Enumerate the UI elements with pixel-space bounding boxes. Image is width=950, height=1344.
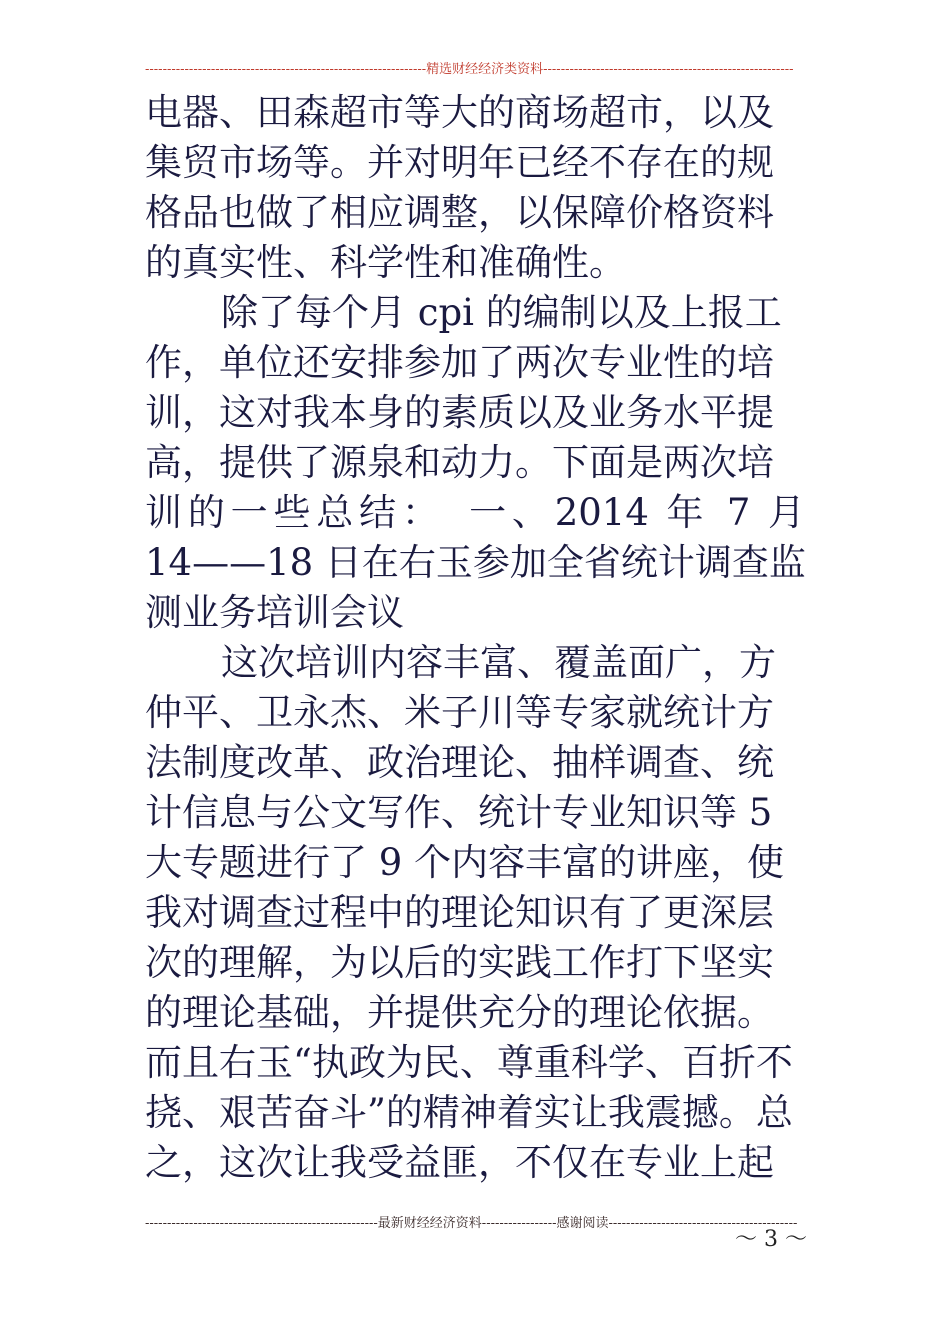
paragraph-start-line: 除了每个月 cpi 的编制以及上报工 — [221, 291, 782, 334]
text-line: 电器、田森超市等大的商场超市，以及 — [145, 91, 774, 134]
text-line: 大专题进行了 9 个内容丰富的讲座，使 — [145, 841, 785, 884]
text-line: 训，这对我本身的素质以及业务水平提 — [145, 391, 774, 434]
text-line: 集贸市场等。并对明年已经不存在的规 — [145, 141, 774, 184]
page-footer: -----------------------------------------------------最新财经经济资料-----------------感谢阅读------------------------------------------- — [145, 1216, 798, 1231]
text-line: 次的理解，为以后的实践工作打下坚实 — [145, 941, 774, 984]
text-line: 计信息与公文写作、统计专业知识等 5 — [145, 791, 773, 834]
text-line: 法制度改革、政治理论、抽样调查、统 — [145, 741, 774, 784]
paragraph-start-line: 这次培训内容丰富、覆盖面广，方 — [221, 641, 776, 684]
page-header: ----------------------------------------------------------------精选财经经济类资料--------------------------------------------------------- — [145, 62, 794, 77]
text-line: 之，这次让我受益匪，不仅在专业上起 — [145, 1141, 774, 1184]
text-line: 我对调查过程中的理论知识有了更深层 — [145, 891, 774, 934]
text-line: 的理论基础，并提供充分的理论依据。 — [145, 991, 774, 1034]
text-line: 作，单位还安排参加了两次专业性的培 — [145, 341, 774, 384]
text-line: 挠、艰苦奋斗”的精神着实让我震撼。总 — [145, 1091, 793, 1134]
text-line: 仲平、卫永杰、米子川等专家就统计方 — [145, 691, 774, 734]
text-line: 而且右玉“执政为民、尊重科学、百折不 — [145, 1041, 793, 1084]
text-line: 的真实性、科学性和准确性。 — [145, 241, 626, 284]
text-line: 高，提供了源泉和动力。下面是两次培 — [145, 441, 774, 484]
text-line: 测业务培训会议 — [145, 591, 404, 634]
page-number: ～ 3 ～ — [735, 1227, 807, 1252]
text-line: 14——18 日在右玉参加全省统计调查监 — [145, 541, 806, 584]
text-line: 训的一些总结： 一、2014 年 7 月 — [145, 491, 805, 534]
body-text — [145, 88, 825, 1188]
text-line: 格品也做了相应调整，以保障价格资料 — [145, 191, 774, 234]
